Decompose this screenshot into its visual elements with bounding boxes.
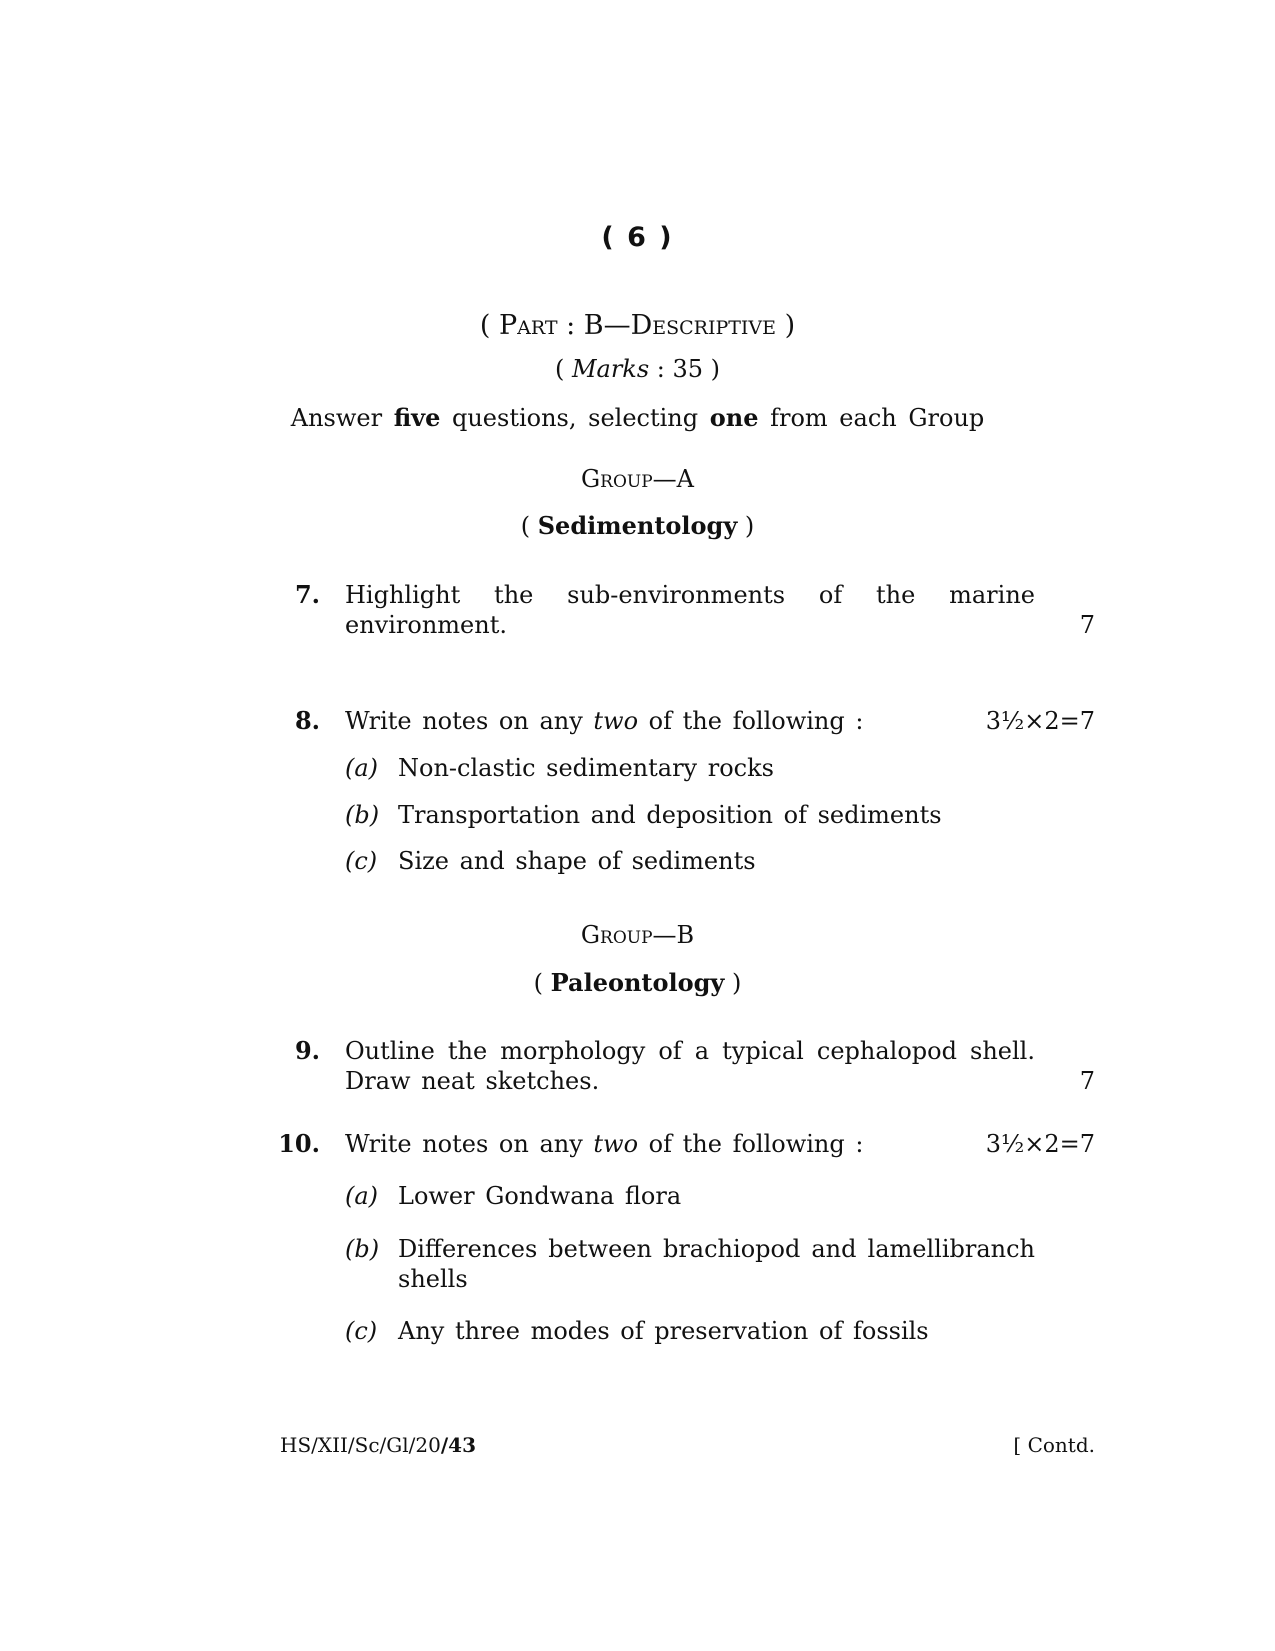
question-text: Write notes on any two of the following : (345, 1130, 864, 1158)
marks-label: Marks (571, 355, 650, 383)
option-text: Transportation and deposition of sediments (398, 801, 942, 829)
question-number: 9. (294, 1036, 320, 1065)
option-label: (c) (345, 847, 378, 875)
page-number: ( 6 ) (601, 222, 674, 253)
question-marks: 7 (1079, 611, 1095, 639)
question-number: 8. (294, 706, 320, 735)
question-text: Write notes on any two of the following : (345, 707, 864, 735)
option-text: Any three modes of preservation of fossils (398, 1317, 929, 1345)
option-label: (a) (345, 754, 379, 782)
paper-code: HS/XII/Sc/Gl/20/43 (280, 1433, 476, 1457)
question-10 (0, 1129, 1275, 1161)
question-marks: 7 (1079, 1067, 1095, 1095)
question-text: Highlight the sub-environments of the marine (345, 581, 1035, 609)
question-number: 10. (278, 1129, 320, 1158)
question-text: Outline the morphology of a typical cephalopod shell. (345, 1037, 1035, 1065)
question-9 (0, 1036, 1275, 1098)
option-label: (c) (345, 1317, 378, 1345)
option-item (0, 1234, 1275, 1296)
option-label: (a) (345, 1182, 379, 1210)
option-text: Lower Gondwana flora (398, 1182, 682, 1210)
question-marks: 3½×2=7 (985, 1130, 1095, 1158)
group-a-subject: ( Sedimentology ) (520, 511, 755, 540)
question-8 (0, 706, 1275, 738)
group-b-subject: ( Paleontology ) (533, 968, 742, 997)
part-title: Part : B—Descriptive (498, 310, 777, 341)
question-text: environment. (345, 611, 507, 639)
part-heading: ( Part : B—Descriptive ) (479, 310, 796, 341)
marks-value: : 35 ) (649, 355, 721, 383)
option-text: Non-clastic sedimentary rocks (398, 754, 774, 782)
marks-line: ( Marks : 35 ) (554, 355, 721, 383)
option-label: (b) (345, 1235, 380, 1263)
contd-label: [ Contd. (1013, 1433, 1095, 1457)
group-a-title: Group—A (580, 465, 694, 493)
question-number: 7. (294, 580, 320, 609)
option-text: Size and shape of sediments (398, 847, 756, 875)
question-marks: 3½×2=7 (985, 707, 1095, 735)
question-text: Draw neat sketches. (345, 1067, 600, 1095)
option-text: shells (398, 1265, 468, 1293)
group-b-title: Group—B (580, 921, 695, 949)
question-7 (0, 580, 1275, 642)
option-label: (b) (345, 801, 380, 829)
option-text: Differences between brachiopod and lamellibranch (398, 1235, 1035, 1263)
instruction: Answer five questions, selecting one from each Group (290, 403, 985, 432)
